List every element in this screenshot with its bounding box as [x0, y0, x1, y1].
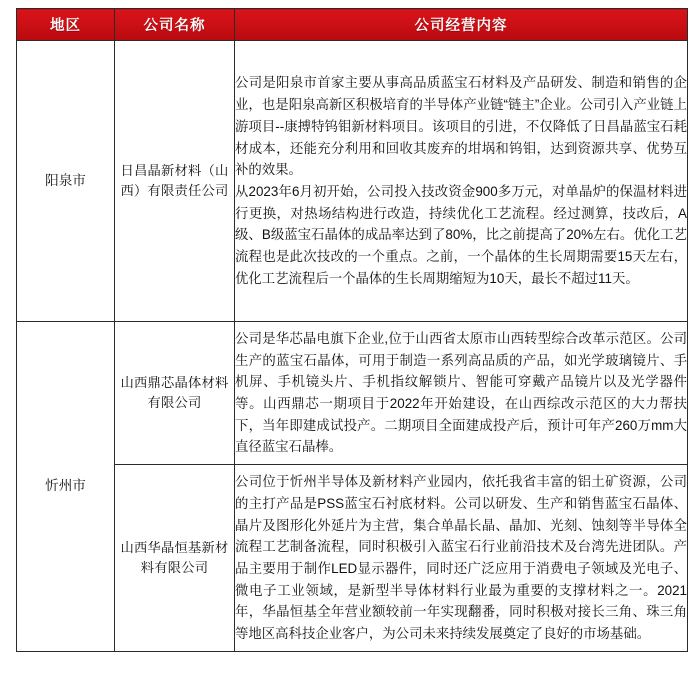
content-paragraph: 公司位于忻州半导体及新材料产业园内，依托我省丰富的铝土矿资源，公司的主打产品是PSS蓝宝石衬底材料。公司以研发、生产和销售蓝宝石晶体、晶片及图形化外延片为主营，集合单晶长晶、晶加、光刻、蚀刻等半导体全流程工艺制备流程，同时积极引入蓝宝石行业前沿技术及台湾先进团队。产品主要用于制作LED显示器件，同时还广泛应用于消费电子领域及光电子、微电子工业领域，是新型半导体材料行业最为重要的支撑材料之一。2021年，华晶恒基全年营业额较前一年实现翻番，同时积极对接长三角、珠三角等地区高科技企业客户，为公司未来持续发展奠定了良好的市场基础。 — [235, 474, 687, 642]
column-header-company: 公司名称 — [115, 9, 235, 41]
cell-company: 日昌晶新材料（山西）有限责任公司 — [115, 41, 235, 322]
table-body — [17, 41, 688, 652]
cell-region: 忻州市 — [17, 322, 115, 652]
cell-company: 山西鼎芯晶体材料有限公司 — [115, 322, 235, 465]
column-header-region: 地区 — [17, 9, 115, 41]
content-paragraph: 从2023年6月初开始，公司投入技改资金900多万元，对单晶炉的保温材料进行更换，对热场结构进行改造，持续优化工艺流程。经过测算，技改后，A级、B级蓝宝石晶体的成品率达到了80%，比之前提高了20%左右。优化工艺流程也是此次技改的一个重点。之前，一个晶体的生长周期需要15天左右，优化工艺流程后一个晶体的生长周期缩短为10天，最长不超过11天。 — [235, 184, 687, 286]
company-overview-table — [16, 8, 688, 652]
content-paragraph: 公司是阳泉市首家主要从事高品质蓝宝石材料及产品研发、制造和销售的企业，也是阳泉高新区积极培育的半导体产业链“链主”企业。公司引入产业链上游项目--康搏特钨钼新材料项目。该项目的引进，不仅降低了日昌晶蓝宝石耗材成本，还能充分利用和回收其废弃的坩埚和钨钼，达到资源共享、优势互补的效果。 — [235, 75, 687, 178]
content-paragraph: 公司是华芯晶电旗下企业,位于山西省太原市山西转型综合改革示范区。公司生产的蓝宝石晶体，可用于制造一系列高品质的产品，如光学玻璃镜片、手机屏、手机镜头片、手机指纹解锁片、智能可穿戴产品镜片以及光学器件等。山西鼎芯一期项目于2022年开始建设，在山西综改示范区的大力帮扶下，当年即建成试投产。二期项目全面建成投产后，预计可年产260万mm大直径蓝宝石晶棒。 — [235, 330, 687, 455]
column-header-content: 公司经营内容 — [235, 9, 688, 41]
table-header — [17, 9, 688, 41]
cell-content — [235, 41, 688, 322]
cell-content — [235, 322, 688, 465]
cell-content — [235, 465, 688, 652]
table-header-row — [17, 9, 688, 41]
table-row — [17, 322, 688, 465]
cell-company: 山西华晶恒基新材料有限公司 — [115, 465, 235, 652]
table-row — [17, 41, 688, 322]
table-row — [17, 465, 688, 652]
cell-region: 阳泉市 — [17, 41, 115, 322]
